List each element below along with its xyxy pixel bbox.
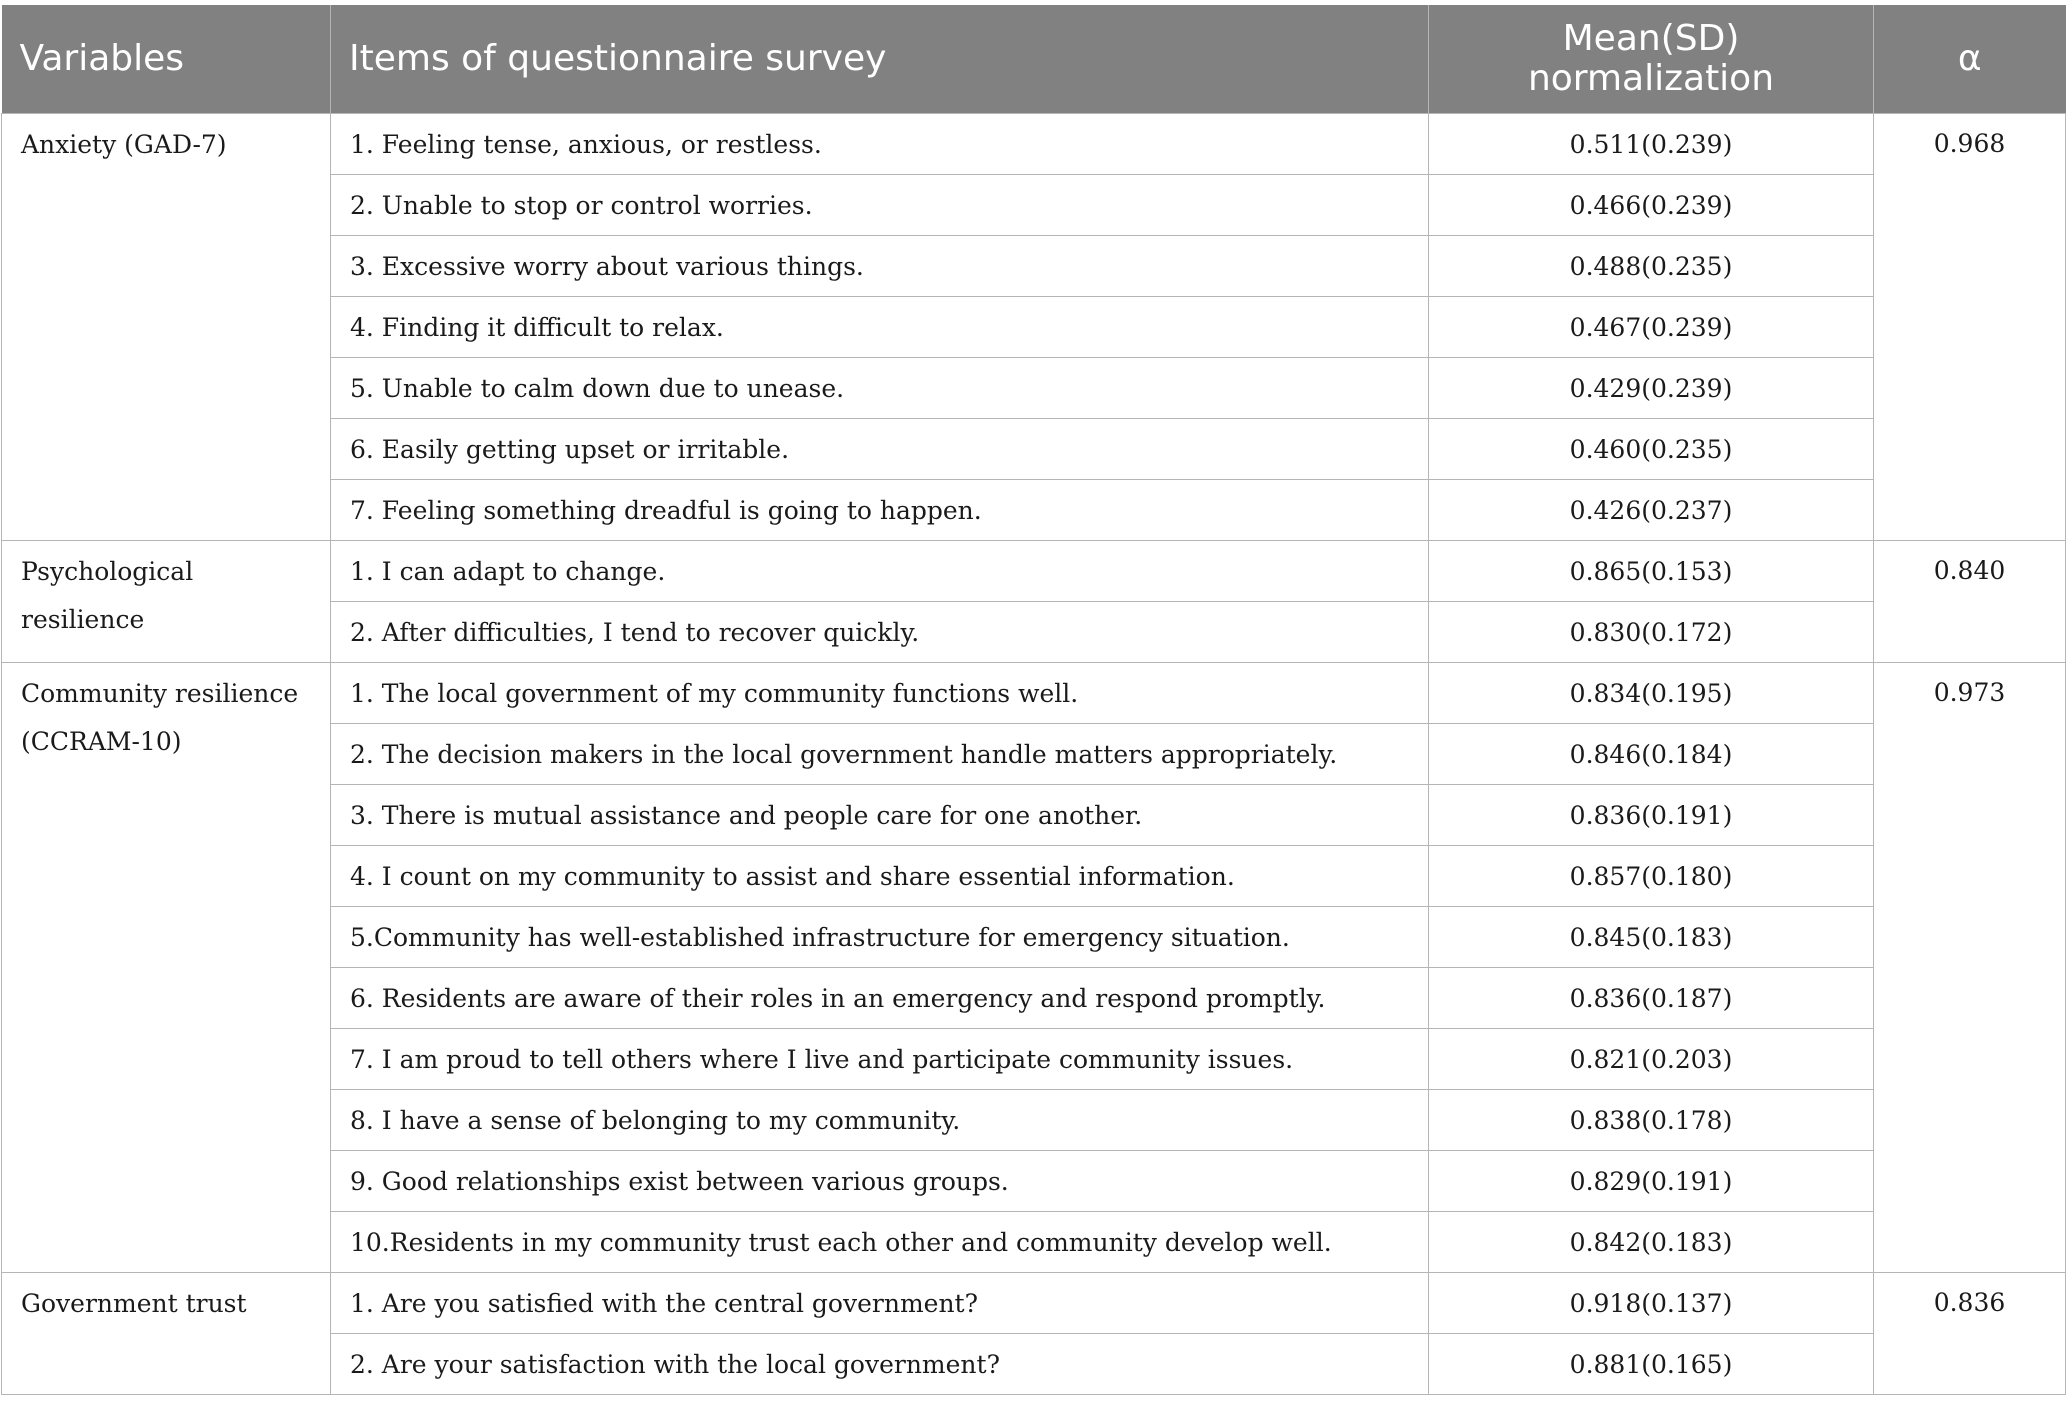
questionnaire-item: 1. The local government of my community functions well. bbox=[331, 663, 1429, 724]
table-row bbox=[2, 663, 2066, 724]
header-mean-sd bbox=[1429, 5, 1874, 114]
mean-sd-value: 0.429(0.239) bbox=[1429, 358, 1874, 419]
mean-sd-value: 0.829(0.191) bbox=[1429, 1151, 1874, 1212]
mean-sd-value: 0.830(0.172) bbox=[1429, 602, 1874, 663]
questionnaire-item: 4. I count on my community to assist and share essential information. bbox=[331, 846, 1429, 907]
table-row bbox=[2, 541, 2066, 602]
questionnaire-item: 5.Community has well-established infrastructure for emergency situation. bbox=[331, 907, 1429, 968]
header-mean-line1: Mean(SD) bbox=[1562, 18, 1740, 59]
questionnaire-item: 7. I am proud to tell others where I live and participate community issues. bbox=[331, 1029, 1429, 1090]
mean-sd-value: 0.865(0.153) bbox=[1429, 541, 1874, 602]
mean-sd-value: 0.467(0.239) bbox=[1429, 297, 1874, 358]
questionnaire-item: 4. Finding it difficult to relax. bbox=[331, 297, 1429, 358]
questionnaire-item: 5. Unable to calm down due to unease. bbox=[331, 358, 1429, 419]
mean-sd-value: 0.488(0.235) bbox=[1429, 236, 1874, 297]
cronbach-alpha-value: 0.973 bbox=[1874, 663, 2066, 1273]
cronbach-alpha-value: 0.840 bbox=[1874, 541, 2066, 663]
mean-sd-value: 0.426(0.237) bbox=[1429, 480, 1874, 541]
mean-sd-value: 0.821(0.203) bbox=[1429, 1029, 1874, 1090]
table-row bbox=[2, 114, 2066, 175]
table-row bbox=[2, 1273, 2066, 1334]
header-mean-line2: normalization bbox=[1527, 58, 1775, 99]
questionnaire-item: 1. Are you satisfied with the central government? bbox=[331, 1273, 1429, 1334]
questionnaire-item: 1. I can adapt to change. bbox=[331, 541, 1429, 602]
questionnaire-item: 2. After difficulties, I tend to recover quickly. bbox=[331, 602, 1429, 663]
questionnaire-item: 6. Residents are aware of their roles in an emergency and respond promptly. bbox=[331, 968, 1429, 1029]
questionnaire-item: 1. Feeling tense, anxious, or restless. bbox=[331, 114, 1429, 175]
survey-items-table bbox=[1, 5, 2066, 1395]
mean-sd-value: 0.460(0.235) bbox=[1429, 419, 1874, 480]
table-body bbox=[2, 114, 2066, 1395]
questionnaire-item: 10.Residents in my community trust each other and community develop well. bbox=[331, 1212, 1429, 1273]
mean-sd-value: 0.842(0.183) bbox=[1429, 1212, 1874, 1273]
mean-sd-value: 0.511(0.239) bbox=[1429, 114, 1874, 175]
mean-sd-value: 0.466(0.239) bbox=[1429, 175, 1874, 236]
header-variables: Variables bbox=[2, 5, 331, 114]
questionnaire-item: 3. There is mutual assistance and people care for one another. bbox=[331, 785, 1429, 846]
cronbach-alpha-value: 0.968 bbox=[1874, 114, 2066, 541]
cronbach-alpha-value: 0.836 bbox=[1874, 1273, 2066, 1395]
mean-sd-value: 0.834(0.195) bbox=[1429, 663, 1874, 724]
questionnaire-item: 2. Are your satisfaction with the local government? bbox=[331, 1334, 1429, 1395]
header-items: Items of questionnaire survey bbox=[331, 5, 1429, 114]
questionnaire-item: 3. Excessive worry about various things. bbox=[331, 236, 1429, 297]
mean-sd-value: 0.836(0.187) bbox=[1429, 968, 1874, 1029]
mean-sd-value: 0.836(0.191) bbox=[1429, 785, 1874, 846]
variable-name: Community resilience (CCRAM-10) bbox=[2, 663, 331, 1273]
header-alpha: α bbox=[1874, 5, 2066, 114]
mean-sd-value: 0.846(0.184) bbox=[1429, 724, 1874, 785]
mean-sd-value: 0.857(0.180) bbox=[1429, 846, 1874, 907]
mean-sd-value: 0.838(0.178) bbox=[1429, 1090, 1874, 1151]
questionnaire-item: 6. Easily getting upset or irritable. bbox=[331, 419, 1429, 480]
questionnaire-item: 8. I have a sense of belonging to my community. bbox=[331, 1090, 1429, 1151]
variable-name: Government trust bbox=[2, 1273, 331, 1395]
questionnaire-item: 2. Unable to stop or control worries. bbox=[331, 175, 1429, 236]
variable-name: Anxiety (GAD-7) bbox=[2, 114, 331, 541]
questionnaire-item: 9. Good relationships exist between various groups. bbox=[331, 1151, 1429, 1212]
variable-name: Psychological resilience bbox=[2, 541, 331, 663]
table-header-row bbox=[2, 5, 2066, 114]
mean-sd-value: 0.845(0.183) bbox=[1429, 907, 1874, 968]
questionnaire-item: 7. Feeling something dreadful is going to happen. bbox=[331, 480, 1429, 541]
mean-sd-value: 0.881(0.165) bbox=[1429, 1334, 1874, 1395]
mean-sd-value: 0.918(0.137) bbox=[1429, 1273, 1874, 1334]
questionnaire-item: 2. The decision makers in the local government handle matters appropriately. bbox=[331, 724, 1429, 785]
